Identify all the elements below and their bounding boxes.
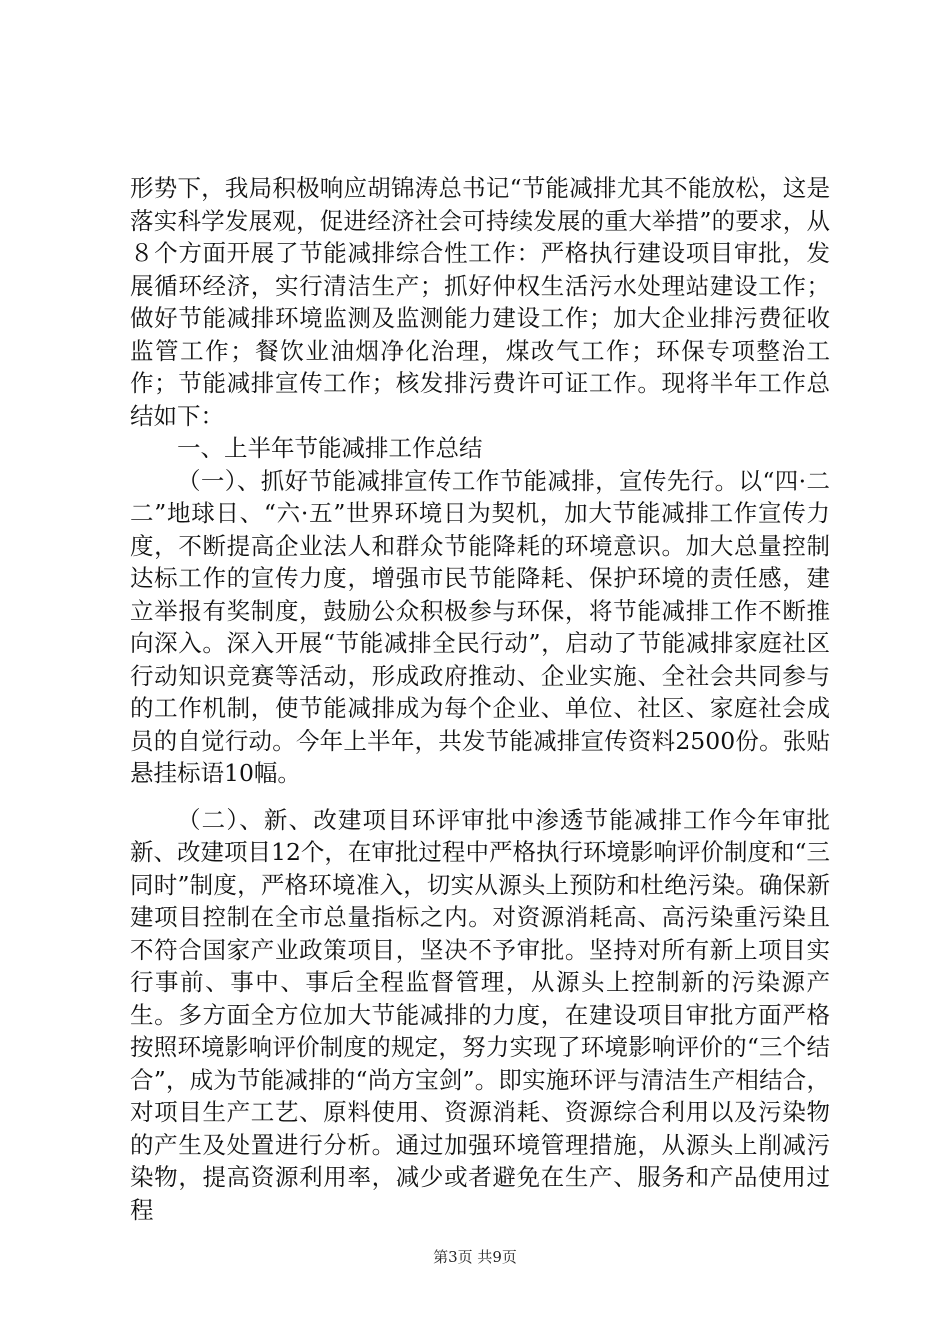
section-heading: 一、上半年节能减排工作总结 <box>177 434 483 462</box>
page-number-footer: 第3页 共9页 <box>433 1248 517 1266</box>
document-body <box>130 172 830 1226</box>
paragraph-publicity: （一）、抓好节能减排宣传工作节能减排，宣传先行。以“四·二二”地球日、“六·五”世界环境日为契机，加大节能减排工作宣传力度，不断提高企业法人和群众节能降耗的环境意识。加大总量控制达标工作的宣传力度，增强市民节能降耗、保护环境的责任感，建立举报有奖制度，鼓励公众积极参与环保，将节能减排工作不断推向深入。深入开展“节能减排全民行动”，启动了节能减排家庭社区行动知识竞赛等活动，形成政府推动、企业实施、全社会共同参与的工作机制，使节能减排成为每个企业、单位、社区、家庭社会成员的自觉行动。今年上半年，共发节能减排宣传资料2500份。张贴悬挂标语10幅。 <box>130 466 830 787</box>
paragraph-intro: 形势下，我局积极响应胡锦涛总书记“节能减排尤其不能放松，这是落实科学发展观，促进经济社会可持续发展的重大举措”的要求，从８个方面开展了节能减排综合性工作：严格执行建设项目审批，发展循环经济，实行清洁生产；抓好仲权生活污水处理站建设工作；做好节能减排环境监测及监测能力建设工作；加大企业排污费征收监管工作；餐饮业油烟净化治理，煤改气工作；环保专项整治工作；节能减排宣传工作；核发排污费许可证工作。现将半年工作总结如下： <box>130 174 830 430</box>
paragraph-project-approval: （二）、新、改建项目环评审批中渗透节能减排工作今年审批新、改建项目12个，在审批过程中严格执行环境影响评价制度和“三同时”制度，严格环境准入，切实从源头上预防和杜绝污染。确保新建项目控制在全市总量指标之内。对资源消耗高、高污染重污染且不符合国家产业政策项目，坚决不予审批。坚持对所有新上项目实行事前、事中、事后全程监督管理，从源头上控制新的污染源产生。多方面全方位加大节能减排的力度，在建设项目审批方面严格按照环境影响评价制度的规定，努力实现了环境影响评价的“三个结合”，成为节能减排的“尚方宝剑”。即实施环评与清洁生产相结合，对项目生产工艺、原料使用、资源消耗、资源综合利用以及污染物的产生及处置进行分析。通过加强环境管理措施，从源头上削减污染物，提高资源利用率，减少或者避免在生产、服务和产品使用过程 <box>130 805 830 1224</box>
